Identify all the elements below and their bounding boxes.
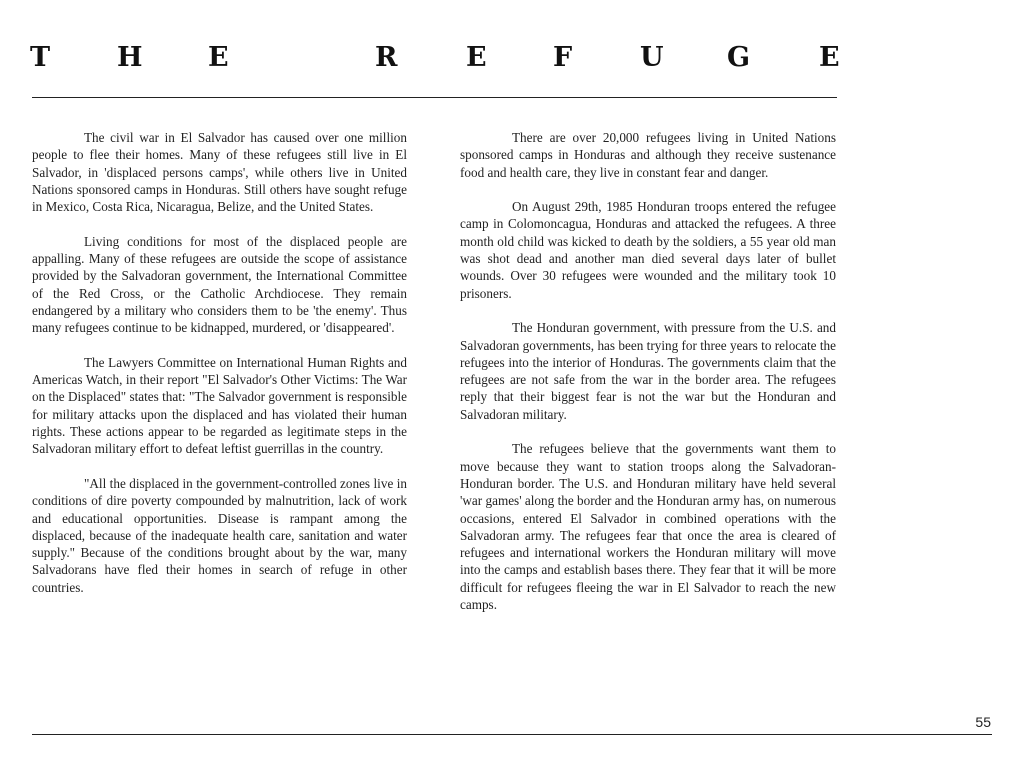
paragraph: On August 29th, 1985 Honduran troops entered the refugee camp in Colomoncagua, Honduras and attacked the refugees. A three month old child was kicked to death by the soldiers, a 55 year old man was shot dead and another man died several days later of bullet wounds. Over 30 refugees were wounded and the military took 10 prisoners. <box>460 199 836 301</box>
paragraph: The refugees believe that the governments want them to move because they want to station troops along the Salvadoran-Honduran border. The U.S. and Honduran military have held several 'war games' along the border and the Honduran army has, on numerous occasions, entered El Salvador in combined operations with the Salvadoran army. The refugees fear that once the area is cleared of refugees and international workers the Honduran military will move into the camps and establish bases there. They fear that it will be more difficult for refugees fleeing the war in El Salvador to reach the new camps. <box>460 441 836 613</box>
paragraph: There are over 20,000 refugees living in United Nations sponsored camps in Honduras and although they receive sustenance food and health care, they live in constant fear and danger. <box>460 130 836 180</box>
paragraph: "All the displaced in the government-controlled zones live in conditions of dire poverty compounded by malnutrition, lack of work and educational opportunities. Disease is rampant among the displaced, because of the inadequate health care, sanitation and water supply." Because of the conditions brought about by the war, many Salvadorans have fled their homes in search of refuge in other countries. <box>32 475 407 595</box>
title-letter: E <box>466 42 487 73</box>
page-title <box>30 42 850 76</box>
page-number: 55 <box>975 714 991 730</box>
title-letter: T <box>30 42 51 73</box>
paragraph: The Honduran government, with pressure from the U.S. and Salvadoran governments, has been trying for three years to relocate the refugees into the interior of Honduras. The governments claim that the refugees are not safe from the war in the border area. The refugees reply that their biggest fear is not the war but the Honduran and Salvadoran military. <box>460 320 836 422</box>
title-letter: F <box>553 42 573 73</box>
paragraph: Living conditions for most of the displaced people are appalling. Many of these refugees are outside the scope of assistance provided by the Salvadoran government, the International Committee of the Red Cross, or the Catholic Archdiocese. They remain endangered by a military who considers them to be 'the enemy'. Thus many refugees continue to be kidnapped, murdered, or 'disappeared'. <box>32 233 407 336</box>
title-letter: H <box>117 42 143 73</box>
title-letter: E <box>819 42 840 73</box>
title-letter: R <box>375 42 398 73</box>
title-letter: G <box>727 42 751 73</box>
title-letter: E <box>208 42 229 73</box>
title-letter: U <box>640 42 664 73</box>
title-divider <box>32 97 837 98</box>
right-text-column <box>460 129 836 631</box>
footer-divider <box>32 734 992 735</box>
left-text-column <box>32 129 407 613</box>
paragraph: The civil war in El Salvador has caused over one million people to flee their homes. Many of these refugees still live in El Salvador, in 'displaced persons camps', while others live in United Nations sponsored camps in Honduras. Still others have sought refuge in Mexico, Costa Rica, Nicaragua, Belize, and the United States. <box>32 130 407 215</box>
paragraph: The Lawyers Committee on International Human Rights and Americas Watch, in their report "El Salvador's Other Victims: The War on the Displaced" states that: "The Salvador government is responsible for military attacks upon the displaced and has violated their human rights. These actions appear to be regarded as legitimate steps in the Salvadoran military effort to defeat leftist guerrillas in the country. <box>32 354 407 457</box>
